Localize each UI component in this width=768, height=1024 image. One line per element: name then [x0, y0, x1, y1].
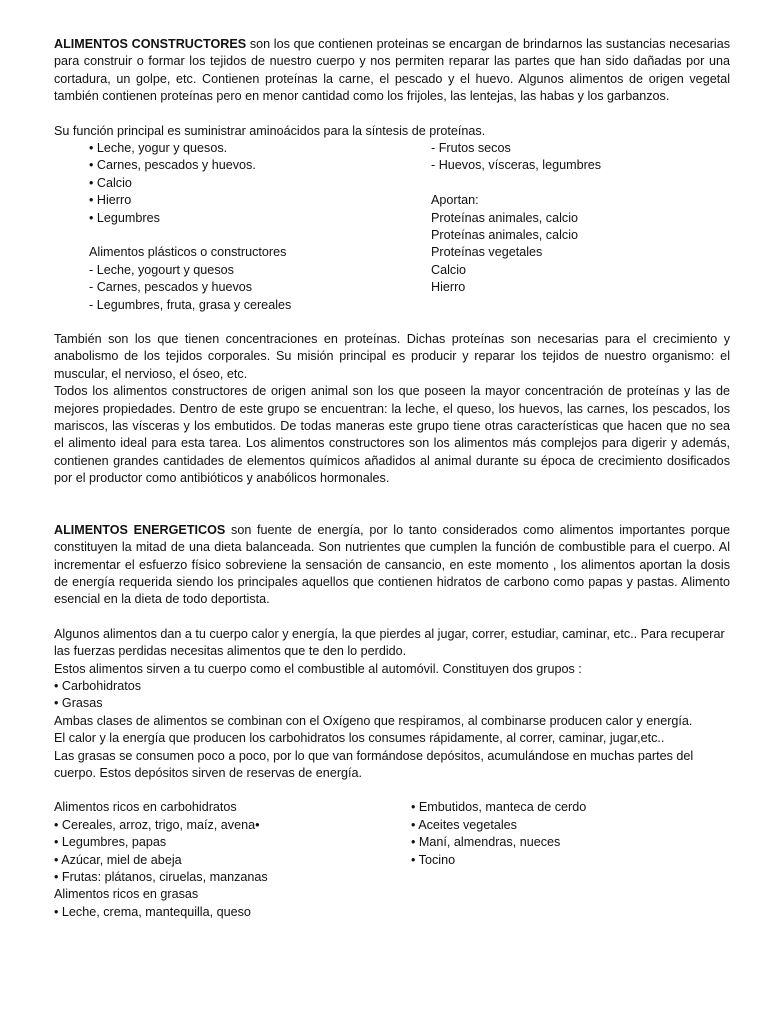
carbohidratos-title: Alimentos ricos en carbohidratos [54, 800, 237, 815]
list-item: • Azúcar, miel de abeja [54, 852, 182, 867]
constructores-lists [54, 140, 730, 314]
list-item: • Legumbres [89, 210, 160, 225]
list-item: Proteínas animales, calcio [431, 210, 578, 225]
aportan-title: Aportan: [431, 193, 479, 208]
list-item: • Calcio [89, 175, 132, 190]
constructores-heading: ALIMENTOS CONSTRUCTORES [54, 37, 247, 51]
energeticos-line: Algunos alimentos dan a tu cuerpo calor y energía, la que pierdes al jugar, correr, estudiar, caminar, etc.. Para recuperar las fuerzas perdidas necesitas alimentos que te den lo perdido. [54, 626, 725, 659]
list-item: • Embutidos, manteca de cerdo [411, 800, 587, 815]
list-item: • Hierro [89, 193, 132, 208]
document-page [54, 36, 730, 921]
list-item: - Legumbres, fruta, grasa y cereales [89, 297, 292, 312]
list-item: - Frutos secos [431, 141, 511, 156]
list-item: Proteínas vegetales [431, 245, 543, 260]
energeticos-line: El calor y la energía que producen los carbohidratos los consumes rápidamente, al correr, caminar, jugar,etc.. [54, 731, 665, 746]
list-item: • Carnes, pescados y huevos. [89, 158, 256, 173]
constructores-paragraph: Todos los alimentos constructores de origen animal son los que poseen la mayor concentración de proteínas y las de mejores propiedades. Dentro de este grupo se encuentran: la leche, el queso, los huevos, las carnes, los pescados, los mariscos, las vísceras y los embutidos. De todas maneras este grupo tiene otras características que hacen que no sea el alimento ideal para esta tarea. Los alimentos constructores son los alimentos más complejos para digerir y además, contienen grandes cantidades de elementos químicos añadidos al animal durante su época de crecimiento dosificados por el productor como antibióticos y anabólicos hormonales. [54, 384, 730, 486]
constructores-intro: ALIMENTOS CONSTRUCTORES son los que contienen proteinas se encargan de brindarnos las sustancias necesarias para construir o formar los tejidos de nuestro cuerpo y nos permiten reparar las partes que han sido dañadas por una cortadura, un golpe, etc. Contienen proteínas la carne, el pescado y el huevo. Algunos alimentos de origen vegetal también contienen proteínas pero en menor cantidad como los frijoles, las lentejas, las habas y los garbanzos. [54, 37, 730, 104]
list-item: - Huevos, vísceras, legumbres [431, 158, 602, 173]
list-item: • Tocino [411, 852, 456, 867]
list-item: • Carbohidratos [54, 678, 142, 693]
energeticos-lists [54, 799, 730, 921]
list-item: • Frutas: plátanos, ciruelas, manzanas [54, 869, 268, 884]
list-item: • Legumbres, papas [54, 835, 167, 850]
energeticos-line: Ambas clases de alimentos se combinan con el Oxígeno que respiramos, al combinarse producen calor y energía. [54, 713, 693, 728]
list-item: • Grasas [54, 696, 103, 711]
list-item: • Leche, yogur y quesos. [89, 141, 228, 156]
energeticos-line: Las grasas se consumen poco a poco, por lo que van formándose depósitos, acumulándose en muchas partes del cuerpo. Estos depósitos sirven de reservas de energía. [54, 748, 694, 780]
constructores-paragraph: También son los que tienen concentraciones en proteínas. Dichas proteínas son necesarias para el crecimiento y anabolismo de los tejidos corporales. Su misión principal es producir y reparar los tejidos de nuestro organismo: el muscular, el nervioso, el óseo, etc. [54, 332, 730, 381]
list-item: - Carnes, pescados y huevos [89, 280, 253, 295]
constructores-funcion: Su función principal es suministrar aminoácidos para la síntesis de proteínas. [54, 123, 486, 138]
list-item: Proteínas animales, calcio [431, 228, 578, 243]
list-item: - Leche, yogourt y quesos [89, 262, 234, 277]
list-item: • Aceites vegetales [411, 817, 517, 832]
plasticos-title: Alimentos plásticos o constructores [89, 245, 287, 260]
list-item: • Cereales, arroz, trigo, maíz, avena• [54, 817, 260, 832]
list-item: Calcio [431, 262, 466, 277]
list-item: • Leche, crema, mantequilla, queso [54, 904, 251, 919]
grasas-title: Alimentos ricos en grasas [54, 887, 199, 902]
list-item: • Maní, almendras, nueces [411, 835, 561, 850]
energeticos-intro: ALIMENTOS ENERGETICOS son fuente de energía, por lo tanto considerados como alimentos importantes porque constituyen la mitad de una dieta balanceada. Son nutrientes que cumplen la función de combustible para el cuerpo. Al incrementar el esfuerzo físico sobreviene la sensación de cansancio, en este momento , los alimentos aportan la dosis de energía requerida siendo los principales aquellos que contienen hidratos de carbono como papas y pastas. Alimento esencial en la dieta de todo deportista. [54, 522, 730, 607]
list-item: Hierro [431, 280, 466, 295]
energeticos-line: Estos alimentos sirven a tu cuerpo como el combustible al automóvil. Constituyen dos grupos : [54, 661, 582, 676]
energeticos-heading: ALIMENTOS ENERGETICOS [54, 522, 226, 537]
